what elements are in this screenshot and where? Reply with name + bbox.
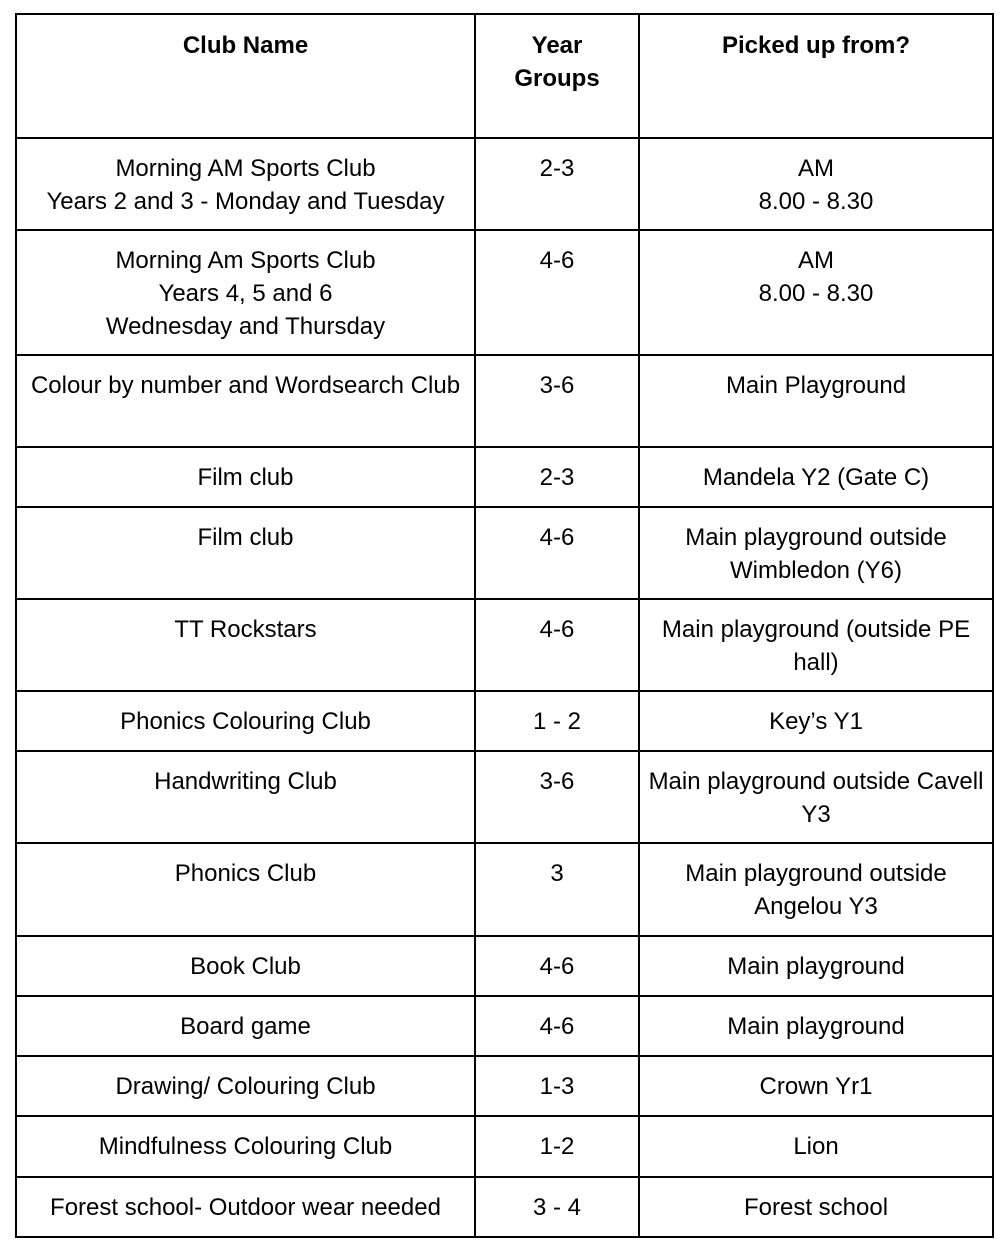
pickup-location-text: Lion	[793, 1133, 839, 1160]
pickup-location-cell	[639, 599, 993, 691]
pickup-location-text: 8.00 - 8.30	[758, 188, 874, 215]
year-groups-text: 4-6	[539, 524, 575, 551]
header-year-groups: Year Groups	[475, 14, 639, 138]
club-name-cell	[16, 751, 475, 843]
club-name-text: Phonics Club	[174, 860, 317, 887]
table-row	[16, 447, 993, 507]
club-name-cell	[16, 507, 475, 599]
pickup-location-text: Main playground outside Cavell Y3	[648, 768, 984, 828]
club-name-text: Drawing/ Colouring Club	[115, 1073, 376, 1100]
club-name-text: Book Club	[190, 953, 301, 980]
table-row	[16, 996, 993, 1056]
pickup-location-text: Forest school	[743, 1194, 889, 1221]
year-groups-text: 2-3	[539, 464, 575, 491]
year-groups-cell	[475, 1177, 639, 1237]
pickup-location-cell	[639, 996, 993, 1056]
pickup-location-cell	[639, 936, 993, 996]
year-groups-text: 1 - 2	[532, 708, 582, 735]
year-groups-cell	[475, 230, 639, 355]
pickup-location-text: Main playground	[727, 953, 905, 980]
table-row	[16, 599, 993, 691]
pickup-location-text: Mandela Y2 (Gate C)	[702, 464, 930, 491]
pickup-location-cell	[639, 1177, 993, 1237]
club-name-text: Film club	[197, 524, 294, 551]
header-picked-up-from: Picked up from?	[639, 14, 993, 138]
club-name-text: Morning Am Sports Club	[115, 247, 376, 274]
pickup-location-text: Key’s Y1	[769, 708, 863, 735]
pickup-location-cell	[639, 355, 993, 447]
year-groups-cell	[475, 936, 639, 996]
club-name-text: Years 4, 5 and 6	[158, 280, 333, 307]
table-row	[16, 1056, 993, 1116]
club-name-cell	[16, 355, 475, 447]
club-name-cell	[16, 1116, 475, 1177]
year-groups-text: 3 - 4	[532, 1194, 582, 1221]
club-name-text: Film club	[197, 464, 294, 491]
table-row	[16, 355, 993, 447]
pickup-location-cell	[639, 751, 993, 843]
club-name-text: Years 2 and 3 - Monday and Tuesday	[46, 188, 445, 215]
pickup-location-text: Main playground (outside PE hall)	[661, 616, 971, 676]
table-row	[16, 1177, 993, 1237]
year-groups-text: 4-6	[539, 953, 575, 980]
year-groups-cell	[475, 138, 639, 230]
year-groups-cell	[475, 1116, 639, 1177]
pickup-location-text: 8.00 - 8.30	[758, 280, 874, 307]
club-name-text: Morning AM Sports Club	[115, 155, 376, 182]
pickup-location-text: Main playground outside Wimbledon (Y6)	[685, 524, 947, 584]
table-row	[16, 936, 993, 996]
year-groups-text: 3-6	[539, 372, 575, 399]
club-name-cell	[16, 138, 475, 230]
club-name-text: Mindfulness Colouring Club	[98, 1133, 393, 1160]
table-row	[16, 843, 993, 936]
table-row	[16, 507, 993, 599]
club-name-cell	[16, 599, 475, 691]
year-groups-text: 1-2	[539, 1133, 575, 1160]
pickup-location-text: AM	[798, 155, 834, 182]
pickup-location-cell	[639, 230, 993, 355]
table-row	[16, 230, 993, 355]
pickup-location-cell	[639, 691, 993, 751]
club-name-cell	[16, 230, 475, 355]
table-row	[16, 1116, 993, 1177]
club-name-text: Wednesday and Thursday	[105, 313, 386, 340]
year-groups-cell	[475, 691, 639, 751]
table-row	[16, 691, 993, 751]
year-groups-text: 4-6	[539, 616, 575, 643]
pickup-location-cell	[639, 1056, 993, 1116]
year-groups-text: 3	[550, 860, 564, 887]
year-groups-text: 1-3	[539, 1073, 575, 1100]
pickup-location-cell	[639, 138, 993, 230]
year-groups-cell	[475, 507, 639, 599]
pickup-location-text: Main Playground	[725, 372, 907, 399]
club-name-text: TT Rockstars	[174, 616, 317, 643]
year-groups-cell	[475, 843, 639, 936]
year-groups-text: 3-6	[539, 768, 575, 795]
club-name-text: Phonics Colouring Club	[120, 708, 371, 735]
club-name-text: Board game	[180, 1013, 311, 1040]
club-name-cell	[16, 691, 475, 751]
year-groups-cell	[475, 751, 639, 843]
club-name-cell	[16, 936, 475, 996]
year-groups-text: 2-3	[539, 155, 575, 182]
pickup-location-text: Crown Yr1	[759, 1073, 873, 1100]
club-name-cell	[16, 843, 475, 936]
header-row	[16, 14, 993, 138]
pickup-location-text: AM	[798, 247, 834, 274]
club-name-cell	[16, 447, 475, 507]
year-groups-cell	[475, 447, 639, 507]
year-groups-cell	[475, 1056, 639, 1116]
pickup-location-cell	[639, 1116, 993, 1177]
clubs-table	[15, 13, 994, 1238]
pickup-location-cell	[639, 447, 993, 507]
club-name-text: Handwriting Club	[154, 768, 337, 795]
pickup-location-text: Main playground	[727, 1013, 905, 1040]
year-groups-cell	[475, 355, 639, 447]
pickup-location-cell	[639, 843, 993, 936]
club-name-cell	[16, 1056, 475, 1116]
club-name-cell	[16, 1177, 475, 1237]
year-groups-cell	[475, 996, 639, 1056]
table-row	[16, 751, 993, 843]
year-groups-text: 4-6	[539, 1013, 575, 1040]
year-groups-cell	[475, 599, 639, 691]
pickup-location-text: Main playground outside Angelou Y3	[685, 860, 947, 920]
club-name-text: Forest school- Outdoor wear needed	[50, 1194, 441, 1221]
pickup-location-cell	[639, 507, 993, 599]
club-name-cell	[16, 996, 475, 1056]
club-name-text: Colour by number and Wordsearch Club	[30, 372, 461, 399]
header-club-name: Club Name	[16, 14, 475, 138]
year-groups-text: 4-6	[539, 247, 575, 274]
table-row	[16, 138, 993, 230]
